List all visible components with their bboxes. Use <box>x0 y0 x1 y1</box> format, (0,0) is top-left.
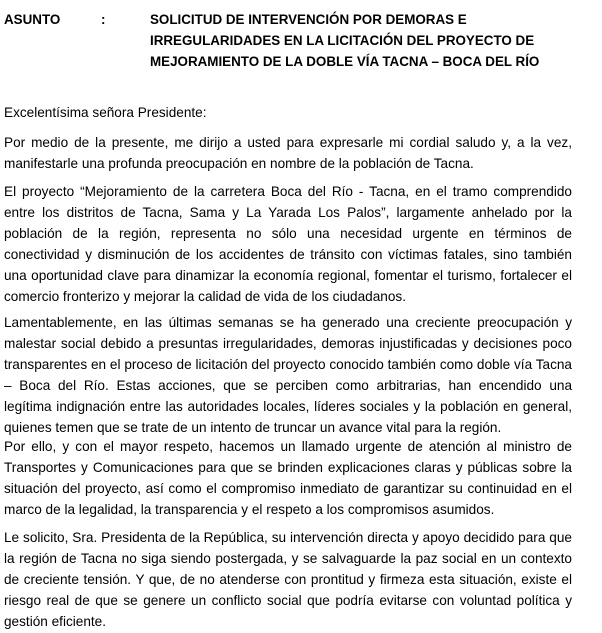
paragraph-call: Por ello, y con el mayor respeto, hacemos un llamado urgente de atención al ministro de Transportes y Comunicaciones para que se brinden explicaciones claras y públicas sobre la situación del proyecto, así como el compromiso inmediato de garantizar su continuidad en el marco de la legalidad, la transparencia y el respeto a los compromisos asumidos. <box>4 439 572 517</box>
letter-page <box>4 0 572 629</box>
subject-label: ASUNTO <box>4 12 61 27</box>
subject-block <box>4 0 572 80</box>
paragraph-concern: Lamentablemente, en las últimas semanas se ha generado una creciente preocupación y malestar social debido a presuntas irregularidades, demoras injustificadas y decisiones poco transparentes en el proceso de licitación del proyecto conocido también como doble vía Tacna – Boca del Río. Estas acciones, que se perciben como arbitrarias, han encendido una legítima indignación entre las autoridades locales, líderes sociales y la población en general, quienes temen que se trate de un intento de truncar un avance vital para la región. <box>4 315 572 435</box>
subject-title: SOLICITUD DE INTERVENCIÓN POR DEMORAS E IRREGULARIDADES EN LA LICITACIÓN DEL PROYECTO DE MEJORAMIENTO DE LA DOBLE VÍA TACNA – BOCA DEL RÍO <box>150 12 540 69</box>
subject-colon: : <box>101 12 106 27</box>
paragraph-request: Le solicito, Sra. Presidenta de la República, su intervención directa y apoyo decidido para que la región de Tacna no siga siendo postergada, y se salvaguarde la paz social en un contexto de creciente tensión. Y que, de no atenderse con prontitud y firmeza esta situación, existe el riesgo real de que se genere un conflicto social que podría evitarse con voluntad política y gestión eficiente. <box>4 530 572 629</box>
paragraph-project: El proyecto “Mejoramiento de la carretera Boca del Río - Tacna, en el tramo comprendido entre los distritos de Tacna, Sama y La Yarada Los Palos”, largamente anhelado por la población de la región, representa no sólo una necesidad urgente en términos de conectividad y disminución de los accidentes de tránsito con víctimas fatales, sino también una oportunidad clave para dinamizar la economía regional, fomentar el turismo, fortalecer el comercio fronterizo y mejorar la calidad de vida de los ciudadanos. <box>4 184 572 304</box>
greeting: Excelentísima señora Presidente: <box>4 105 207 120</box>
paragraph-intro: Por medio de la presente, me dirijo a usted para expresarle mi cordial saludo y, a la vez, manifestarle una profunda preocupación en nombre de la población de Tacna. <box>4 135 572 171</box>
